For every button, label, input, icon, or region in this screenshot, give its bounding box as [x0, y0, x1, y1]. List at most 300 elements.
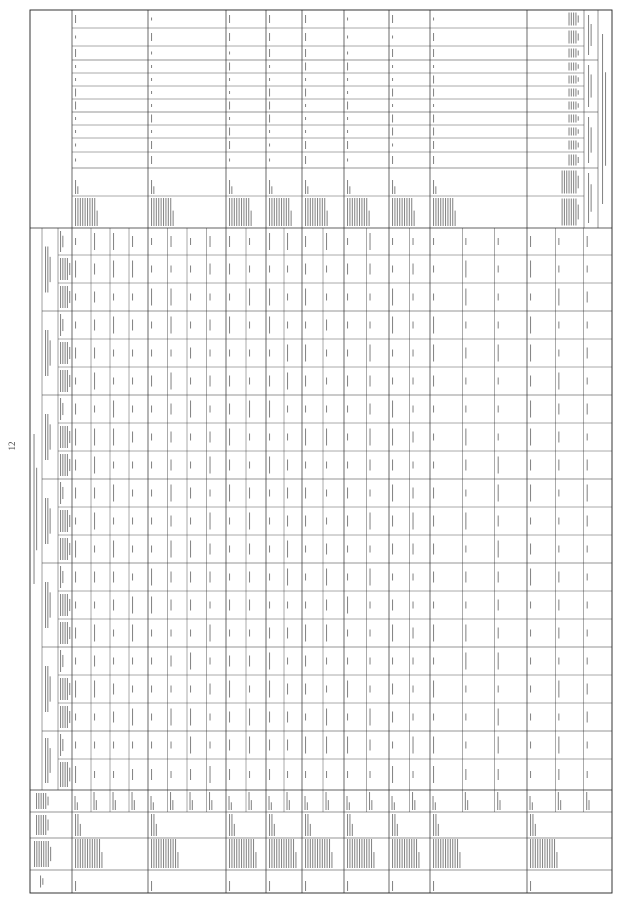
- cell-indicator-value-text: [269, 89, 270, 97]
- cell-name-text: [293, 839, 294, 868]
- cell-value-text: [413, 238, 414, 245]
- header-subgroup-text: [47, 498, 48, 544]
- cell-value-text: [370, 771, 371, 778]
- cell-indicator-value-text: [269, 49, 270, 57]
- cell-value-text: [151, 266, 152, 273]
- cell-name-text: [327, 839, 328, 868]
- cell-value-text: [210, 457, 211, 474]
- cell-value-text: [94, 625, 95, 642]
- cell-name-text: [315, 839, 316, 868]
- cell-value-text: [132, 490, 133, 497]
- cell-value-text: [347, 294, 348, 301]
- cell-value-text: [287, 569, 288, 586]
- cell-indicator-value-text: [433, 115, 434, 123]
- cell-value-text: [587, 771, 588, 778]
- cell-indicator-text: [307, 198, 308, 226]
- cell-unit-text: [77, 186, 78, 194]
- cell-name-text: [246, 839, 247, 868]
- cell-value-text: [370, 602, 371, 609]
- cell-value-text: [132, 546, 133, 553]
- cell-indicator-value-text: [151, 91, 152, 94]
- cell-name-text: [544, 839, 545, 868]
- header-column-text: [569, 31, 570, 44]
- cell-indicator-text: [317, 198, 318, 226]
- cell-name-text: [349, 839, 350, 868]
- cell-value-text: [249, 289, 250, 306]
- cell-value-text: [305, 462, 306, 469]
- cell-value-text: [132, 406, 133, 413]
- cell-name-text: [438, 839, 439, 868]
- cell-value-text: [269, 769, 270, 780]
- cell-source-text: [211, 800, 212, 810]
- cell-value-text: [558, 600, 559, 611]
- cell-value-text: [132, 294, 133, 301]
- cell-indicator-text: [85, 198, 86, 226]
- cell-name-text: [236, 839, 237, 868]
- cell-value-text: [75, 294, 76, 301]
- cell-name-text: [364, 839, 365, 868]
- cell-indicator-text: [438, 198, 439, 226]
- cell-value-text: [326, 350, 327, 357]
- cell-value-text: [498, 266, 499, 273]
- cell-value-text: [287, 294, 288, 301]
- cell-unit-text: [307, 186, 308, 194]
- header-column-text: [62, 454, 63, 476]
- cell-name-text: [295, 852, 296, 868]
- cell-name-text: [243, 839, 244, 868]
- cell-source-text: [269, 796, 270, 810]
- header-column-text: [578, 143, 579, 148]
- cell-value-text: [75, 681, 76, 698]
- cell-name-text: [440, 839, 441, 868]
- cell-value-text: [151, 289, 152, 306]
- cell-value-text: [587, 348, 588, 359]
- cell-name-text: [452, 839, 453, 868]
- cell-value-text: [558, 460, 559, 471]
- cell-value-text: [347, 737, 348, 754]
- cell-value-text: [151, 350, 152, 357]
- cell-executor-text: [397, 824, 398, 836]
- cell-value-text: [413, 714, 414, 721]
- cell-value-text: [465, 546, 466, 553]
- header-column-text: [60, 594, 61, 616]
- cell-value-text: [269, 546, 270, 553]
- cell-value-text: [249, 771, 250, 778]
- cell-value-text: [113, 378, 114, 385]
- cell-value-text: [498, 294, 499, 301]
- cell-value-text: [229, 656, 230, 667]
- cell-value-text: [287, 602, 288, 609]
- cell-indicator-value-text: [433, 141, 434, 149]
- header-column-text: [62, 706, 63, 728]
- header-column-text: [36, 815, 37, 835]
- header-column-text: [48, 820, 49, 831]
- cell-name-text: [153, 839, 154, 868]
- header-column-text: [36, 793, 37, 809]
- header-column-text: [573, 13, 574, 26]
- header-column-text: [41, 793, 42, 809]
- cell-value-text: [151, 769, 152, 780]
- cell-value-text: [558, 322, 559, 329]
- cell-indicator-value-text: [347, 36, 348, 39]
- cell-value-text: [413, 544, 414, 555]
- cell-indicator-text: [246, 198, 247, 226]
- header-column-text: [575, 171, 576, 194]
- cell-name-text: [274, 839, 275, 868]
- cell-value-text: [347, 462, 348, 469]
- cell-name-text: [82, 839, 83, 868]
- cell-indicator-value-text: [229, 91, 230, 94]
- cell-value-text: [305, 488, 306, 499]
- cell-value-text: [465, 653, 466, 670]
- header-column-text: [62, 487, 63, 499]
- cell-name-text: [537, 839, 538, 868]
- cell-source-text: [190, 792, 191, 810]
- header-column-text: [60, 398, 61, 420]
- header-subgroup-text: [50, 676, 51, 701]
- cell-name-text: [397, 839, 398, 868]
- header-subgroup-text: [50, 340, 51, 365]
- cell-value-text: [132, 769, 133, 780]
- cell-executor-text: [80, 824, 81, 836]
- cell-value-text: [305, 656, 306, 667]
- header-column-text: [569, 155, 570, 166]
- header-column-text: [67, 622, 68, 644]
- cell-executor-text: [305, 814, 306, 836]
- header-column-text: [62, 342, 63, 364]
- header-column-text: [65, 426, 66, 448]
- header-column-text: [62, 678, 63, 700]
- cell-source-text: [287, 792, 288, 810]
- cell-value-text: [229, 264, 230, 275]
- cell-indicator-value-text: [229, 141, 230, 149]
- cell-indicator-value-text: [347, 141, 348, 149]
- cell-value-text: [132, 462, 133, 469]
- cell-value-text: [433, 266, 434, 273]
- header-column-text: [571, 115, 572, 123]
- cell-indicator-value-text: [75, 117, 76, 120]
- header-column-text: [569, 128, 570, 136]
- header-column-text: [48, 797, 49, 806]
- cell-value-text: [287, 628, 288, 639]
- cell-name-text: [317, 839, 318, 868]
- cell-name-text: [530, 839, 531, 868]
- cell-value-text: [433, 544, 434, 555]
- cell-indicator-text: [158, 198, 159, 226]
- cell-unit-text: [151, 180, 152, 194]
- cell-value-text: [498, 600, 499, 611]
- header-column-text: [65, 762, 66, 787]
- cell-value-text: [558, 432, 559, 443]
- cell-value-text: [249, 737, 250, 754]
- cell-number-text: [530, 881, 531, 891]
- cell-value-text: [151, 376, 152, 387]
- cell-indicator-text: [236, 198, 237, 226]
- cell-name-text: [394, 839, 395, 868]
- cell-indicator-value-text: [75, 102, 76, 110]
- cell-indicator-text: [82, 198, 83, 226]
- header-column-text: [67, 762, 68, 787]
- cell-executor-text: [433, 814, 434, 836]
- header-column-text: [67, 258, 68, 280]
- cell-indicator-text: [397, 198, 398, 226]
- cell-unit-text: [305, 180, 306, 194]
- cell-value-text: [151, 434, 152, 441]
- header-column-text: [573, 89, 574, 97]
- cell-value-text: [498, 238, 499, 245]
- cell-name-text: [549, 839, 550, 868]
- cell-name-text: [97, 839, 98, 868]
- cell-indicator-value-text: [433, 128, 434, 136]
- cell-value-text: [229, 712, 230, 723]
- cell-value-text: [413, 322, 414, 329]
- header-subgroup-text: [588, 173, 589, 223]
- cell-value-text: [210, 490, 211, 497]
- cell-value-text: [229, 485, 230, 502]
- cell-value-text: [530, 602, 531, 609]
- cell-value-text: [171, 572, 172, 583]
- cell-value-text: [94, 546, 95, 553]
- cell-value-text: [190, 769, 191, 780]
- cell-value-text: [75, 460, 76, 471]
- header-column-text: [578, 33, 579, 40]
- cell-value-text: [171, 460, 172, 471]
- cell-name-text: [329, 839, 330, 868]
- cell-value-text: [287, 373, 288, 390]
- header-subgroup-text: [47, 247, 48, 293]
- header-column-text: [573, 155, 574, 166]
- cell-name-text: [324, 839, 325, 868]
- cell-source-text: [172, 800, 173, 810]
- cell-executor-text: [532, 814, 533, 836]
- header-column-text: [67, 426, 68, 448]
- cell-indicator-value-text: [305, 49, 306, 57]
- cell-value-text: [530, 686, 531, 693]
- cell-value-text: [413, 350, 414, 357]
- cell-value-text: [190, 462, 191, 469]
- cell-value-text: [326, 320, 327, 331]
- header-column-text: [575, 155, 576, 166]
- cell-value-text: [287, 322, 288, 329]
- cell-value-text: [229, 546, 230, 553]
- cell-value-text: [132, 574, 133, 581]
- cell-value-text: [392, 625, 393, 642]
- cell-value-text: [249, 572, 250, 583]
- header-column-text: [69, 599, 70, 611]
- cell-source-text: [328, 800, 329, 810]
- cell-value-text: [94, 572, 95, 583]
- page-number: 12: [7, 441, 17, 451]
- header-column-text: [65, 258, 66, 280]
- header-column-text: [67, 594, 68, 616]
- cell-executor-text: [153, 814, 154, 836]
- cell-value-text: [347, 771, 348, 778]
- cell-value-text: [347, 574, 348, 581]
- cell-name-text: [291, 839, 292, 868]
- cell-name-text: [253, 839, 254, 868]
- header-column-text: [38, 815, 39, 835]
- cell-indicator-text: [239, 198, 240, 226]
- header-column-text: [65, 594, 66, 616]
- cell-source-text: [77, 802, 78, 810]
- cell-value-text: [433, 317, 434, 334]
- cell-value-text: [392, 317, 393, 334]
- cell-indicator-value-text: [433, 76, 434, 84]
- header-column-text: [571, 31, 572, 44]
- header-column-text: [60, 426, 61, 448]
- cell-value-text: [249, 488, 250, 499]
- header-column-text: [62, 622, 63, 644]
- cell-value-text: [498, 737, 499, 754]
- cell-value-text: [326, 709, 327, 726]
- cell-value-text: [347, 516, 348, 527]
- cell-indicator-value-text: [305, 117, 306, 120]
- header-column-text: [573, 31, 574, 44]
- header-column-text: [62, 510, 63, 532]
- cell-value-text: [190, 653, 191, 670]
- cell-indicator-value-text: [229, 63, 230, 71]
- cell-value-text: [326, 771, 327, 778]
- cell-value-text: [305, 289, 306, 306]
- cell-indicator-value-text: [392, 104, 393, 107]
- cell-name-text: [231, 839, 232, 868]
- header-column-text: [60, 482, 61, 504]
- header-column-text: [45, 793, 46, 809]
- cell-value-text: [113, 294, 114, 301]
- cell-name-text: [369, 839, 370, 868]
- cell-value-text: [465, 572, 466, 583]
- cell-indicator-value-text: [151, 78, 152, 81]
- cell-value-text: [269, 457, 270, 474]
- cell-value-text: [151, 406, 152, 413]
- cell-value-text: [558, 404, 559, 415]
- cell-indicator-value-text: [229, 33, 230, 41]
- cell-value-text: [465, 513, 466, 530]
- cell-indicator-value-text: [151, 141, 152, 149]
- cell-value-text: [249, 686, 250, 693]
- header-column-text: [69, 375, 70, 387]
- cell-value-text: [347, 238, 348, 245]
- cell-indicator-value-text: [151, 52, 152, 55]
- cell-value-text: [269, 681, 270, 698]
- header-column-text: [575, 141, 576, 150]
- cell-value-text: [210, 714, 211, 721]
- header-subgroup-text: [50, 508, 51, 533]
- cell-number-text: [151, 881, 152, 891]
- cell-value-text: [558, 238, 559, 245]
- header-column-text: [41, 841, 42, 867]
- header-column-text: [578, 157, 579, 163]
- cell-value-text: [113, 600, 114, 611]
- cell-value-text: [249, 513, 250, 530]
- cell-value-text: [269, 653, 270, 670]
- cell-source-text: [414, 800, 415, 810]
- cell-indicator-text: [77, 198, 78, 226]
- cell-source-text: [192, 800, 193, 810]
- cell-value-text: [94, 429, 95, 446]
- cell-value-text: [94, 457, 95, 474]
- cell-executor-text: [234, 824, 235, 836]
- cell-value-text: [229, 769, 230, 780]
- cell-name-text: [307, 839, 308, 868]
- cell-name-text: [535, 839, 536, 868]
- cell-value-text: [113, 350, 114, 357]
- cell-indicator-value-text: [151, 18, 152, 21]
- cell-indicator-text: [163, 198, 164, 226]
- cell-value-text: [587, 602, 588, 609]
- cell-indicator-value-text: [392, 49, 393, 57]
- header-column-text: [67, 454, 68, 476]
- header-subgroup-text: [45, 738, 46, 783]
- header-column-text: [45, 815, 46, 835]
- cell-value-text: [287, 771, 288, 778]
- cell-value-text: [229, 429, 230, 446]
- cell-value-text: [151, 658, 152, 665]
- cell-value-text: [465, 625, 466, 642]
- cell-executor-text: [310, 824, 311, 836]
- cell-value-text: [132, 236, 133, 247]
- cell-source-text: [251, 800, 252, 810]
- cell-value-text: [229, 236, 230, 247]
- cell-value-text: [171, 289, 172, 306]
- cell-value-text: [287, 266, 288, 273]
- cell-value-text: [413, 658, 414, 665]
- cell-value-text: [392, 742, 393, 749]
- cell-number-text: [347, 881, 348, 891]
- cell-name-text: [556, 852, 557, 868]
- cell-value-text: [305, 264, 306, 275]
- cell-value-text: [413, 771, 414, 778]
- cell-indicator-value-text: [392, 65, 393, 68]
- cell-value-text: [171, 404, 172, 415]
- cell-value-text: [587, 322, 588, 329]
- cell-value-text: [326, 429, 327, 446]
- cell-value-text: [151, 569, 152, 586]
- cell-executor-text: [438, 824, 439, 836]
- cell-value-text: [305, 546, 306, 553]
- cell-value-text: [229, 317, 230, 334]
- cell-name-text: [435, 839, 436, 868]
- cell-value-text: [370, 658, 371, 665]
- cell-indicator-text: [151, 198, 152, 226]
- cell-value-text: [558, 289, 559, 306]
- header-column-text: [573, 171, 574, 194]
- cell-indicator-text: [452, 198, 453, 226]
- cell-value-text: [171, 373, 172, 390]
- cell-name-text: [234, 839, 235, 868]
- cell-value-text: [392, 516, 393, 527]
- cell-value-text: [75, 378, 76, 385]
- cell-value-text: [269, 233, 270, 250]
- cell-value-text: [94, 714, 95, 721]
- cell-name-text: [251, 839, 252, 868]
- cell-value-text: [347, 350, 348, 357]
- cell-value-text: [413, 686, 414, 693]
- cell-name-text: [241, 839, 242, 868]
- cell-indicator-value-text: [269, 33, 270, 41]
- cell-value-text: [249, 401, 250, 418]
- cell-name-text: [177, 852, 178, 868]
- header-column-text: [42, 878, 43, 885]
- cell-value-text: [587, 712, 588, 723]
- cell-value-text: [465, 322, 466, 329]
- cell-value-text: [151, 686, 152, 693]
- cell-value-text: [210, 602, 211, 609]
- cell-executor-text: [271, 814, 272, 836]
- cell-unit-text: [347, 180, 348, 194]
- cell-value-text: [326, 378, 327, 385]
- cell-name-text: [279, 839, 280, 868]
